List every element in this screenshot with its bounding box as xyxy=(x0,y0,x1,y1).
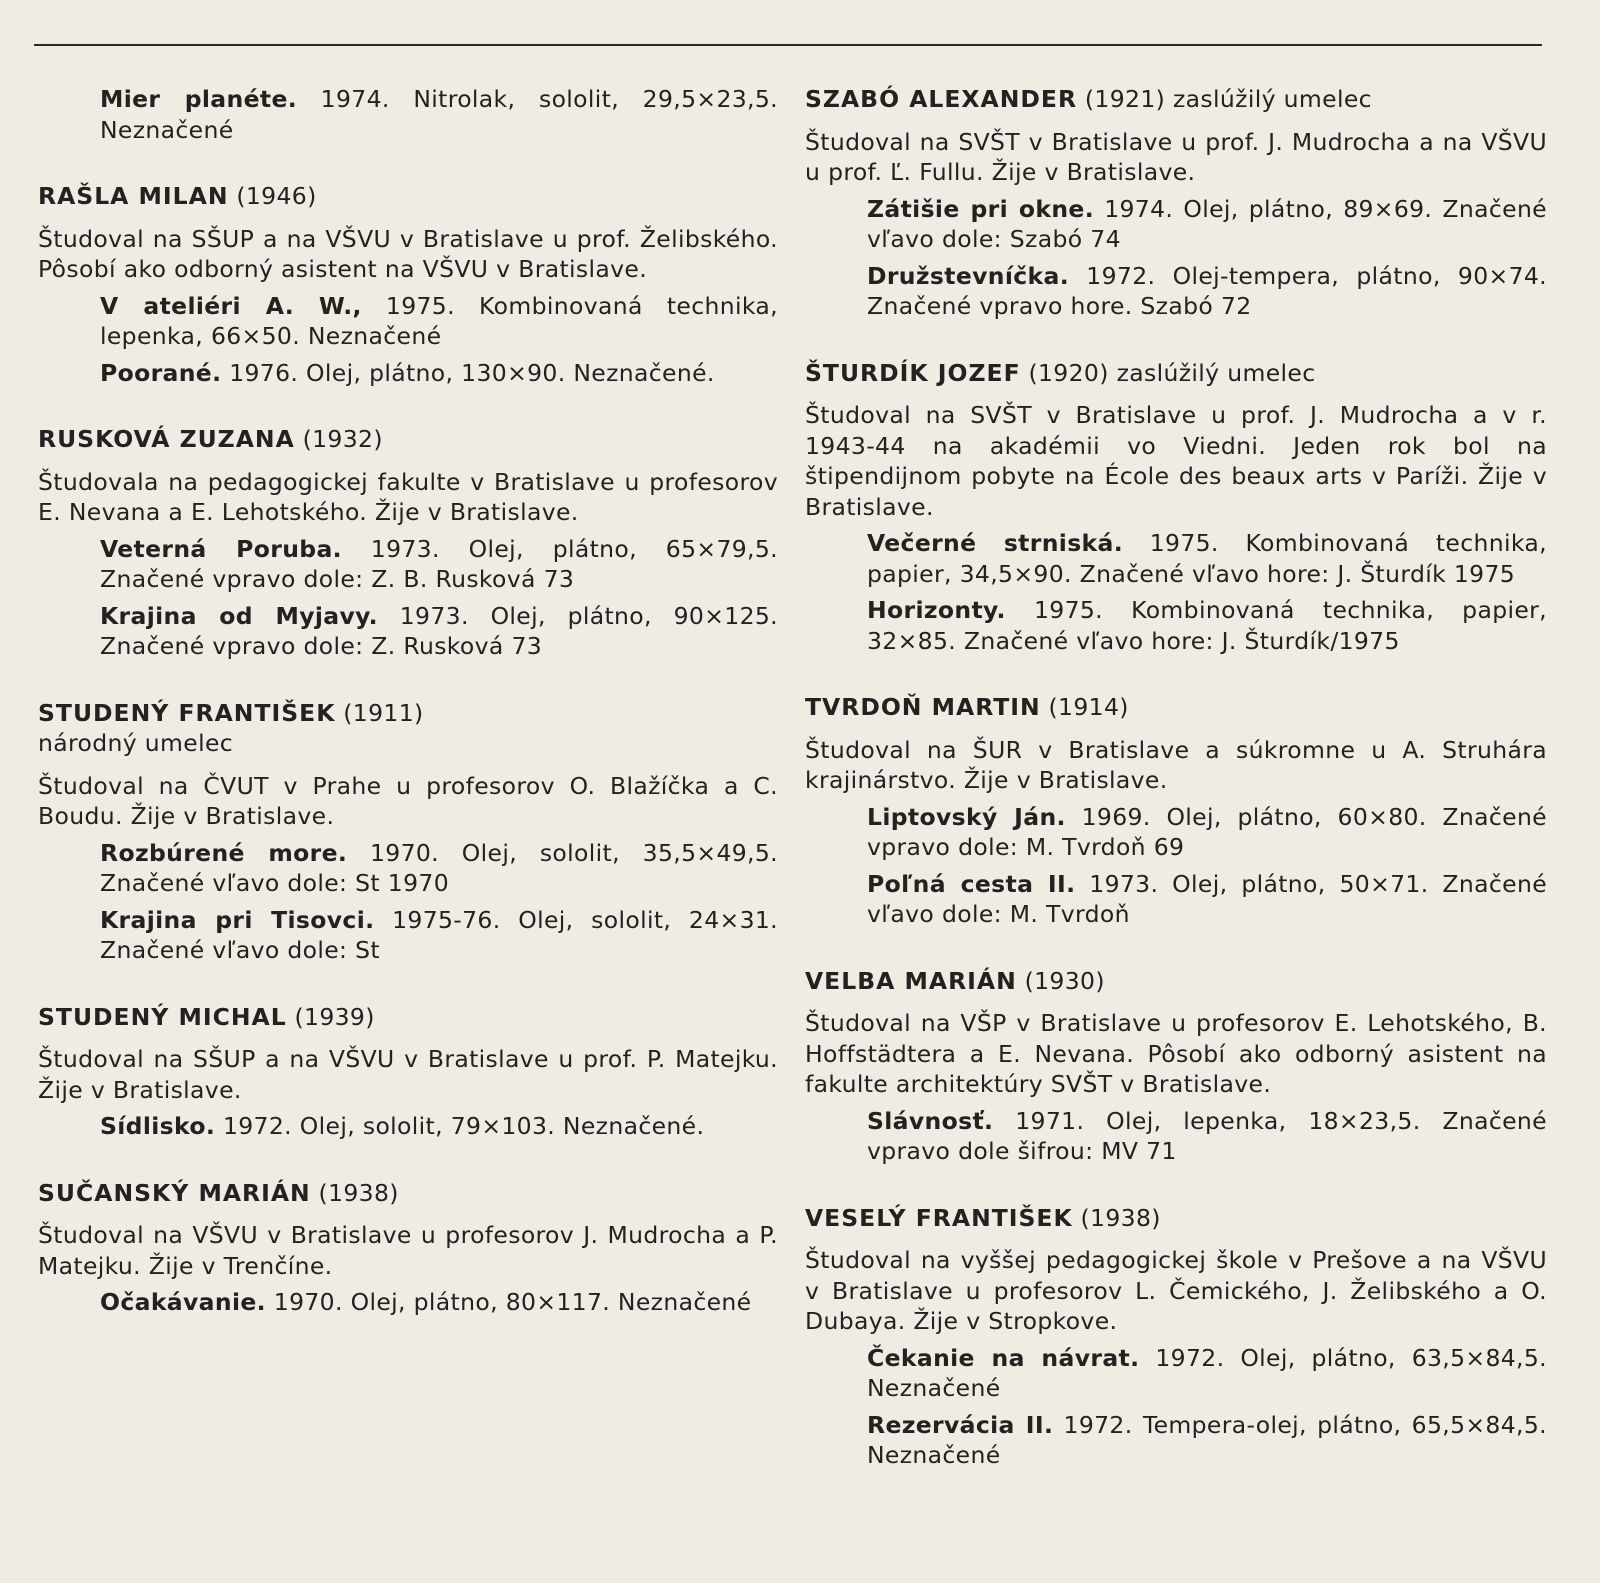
artist-honor: zaslúžilý umelec xyxy=(1116,358,1316,387)
artist-name: VESELÝ FRANTIŠEK xyxy=(805,1203,1073,1232)
artist-years: (1938) xyxy=(1080,1203,1161,1232)
artwork-details: 1973. Olej, plátno, 90×125. Značené vpravo dole: Z. Rusková 73 xyxy=(100,601,778,660)
artist-heading xyxy=(38,424,778,455)
artwork-details: 1975. Kombinovaná technika, papier, 34,5×90. Značené vľavo hore: J. Šturdík 1975 xyxy=(867,529,1547,588)
artist-bio: Študoval na ČVUT v Prahe u profesorov O. Blažíčka a C. Boudu. Žije v Bratislave. xyxy=(38,771,778,830)
artist-entry-sturdik xyxy=(805,358,1547,657)
artwork-details: 1974. Olej, plátno, 89×69. Značené vľavo dole: Szabó 74 xyxy=(867,194,1547,253)
artist-entry-velba xyxy=(805,966,1547,1167)
artist-bio: Študoval na ŠUR v Bratislave a súkromne u A. Struhára krajinárstvo. Žije v Bratislave. xyxy=(805,735,1547,794)
artist-years: (1911) xyxy=(343,698,424,727)
artist-name: SZABÓ ALEXANDER xyxy=(805,85,1078,113)
artwork-details: 1972. Olej, sololit, 79×103. Neznačené. xyxy=(222,1112,705,1140)
artwork-title: Horizonty. xyxy=(867,596,1006,624)
artist-heading xyxy=(805,1203,1547,1234)
artist-entry-sucansky xyxy=(38,1178,778,1318)
artwork-details: 1975. Kombinovaná technika, papier, 32×85. Značené vľavo hore: J. Šturdík/1975 xyxy=(867,596,1547,655)
artwork-item xyxy=(805,802,1547,863)
artwork-item xyxy=(805,1106,1547,1167)
artist-honor: národný umelec xyxy=(38,729,234,757)
artist-entry-ruskova xyxy=(38,424,778,662)
artwork-title: Poľná cesta II. xyxy=(867,869,1076,898)
right-column xyxy=(805,84,1547,1507)
intro-work-entry xyxy=(38,84,778,145)
artwork-details: 1972. Tempera-olej, plátno, 65,5×84,5. Neznačené xyxy=(867,1410,1547,1469)
artist-entry-tvrdon xyxy=(805,692,1547,930)
artwork-details: 1973. Olej, plátno, 50×71. Značené vľavo dole: M. Tvrdoň xyxy=(867,869,1548,928)
artist-name: RUSKOVÁ ZUZANA xyxy=(38,425,295,453)
artist-years: (1938) xyxy=(318,1178,399,1207)
artwork-item xyxy=(38,838,778,899)
artist-heading xyxy=(805,84,1547,115)
artwork-details: 1973. Olej, plátno, 65×79,5. Značené vpravo dole: Z. B. Rusková 73 xyxy=(100,534,778,593)
artist-bio: Študoval na SŠUP a na VŠVU v Bratislave u prof. Želibského. Pôsobí ako odborný asistent na VŠVU v Bratislave. xyxy=(38,224,778,283)
artwork-title: Rezervácia II. xyxy=(867,1410,1054,1439)
artwork-details: 1975. Kombinovaná technika, lepenka, 66×50. Neznačené xyxy=(100,291,778,350)
artist-years: (1939) xyxy=(294,1002,375,1031)
artwork-details: 1975-76. Olej, sololit, 24×31. Značené vľavo dole: St xyxy=(100,905,778,964)
artist-bio: Študoval na SVŠT v Bratislave u prof. J. Mudrocha a v r. 1943-44 na akadémii vo Viedni. Jeden rok bol na štipendijnom pobyte na École des beaux arts v Paríži. Žije v Bratislave. xyxy=(805,401,1547,521)
artist-heading xyxy=(38,1002,778,1033)
artist-name: SUČANSKÝ MARIÁN xyxy=(38,1178,311,1207)
artwork-title: Poorané. xyxy=(100,358,222,387)
artwork-item xyxy=(38,1111,778,1142)
artist-entry-szabo xyxy=(805,84,1547,322)
artwork-title: V ateliéri A. W., xyxy=(100,291,362,320)
artwork-item xyxy=(38,358,778,389)
artist-heading xyxy=(38,181,778,212)
artwork-item xyxy=(805,1410,1547,1471)
artist-heading xyxy=(38,698,778,729)
artist-bio: Študoval na SVŠT v Bratislave u prof. J. Mudrocha a na VŠVU u prof. Ľ. Fullu. Žije v Bratislave. xyxy=(805,127,1547,186)
artwork-details: 1972. Olej, plátno, 63,5×84,5. Neznačené xyxy=(867,1343,1547,1402)
artist-heading xyxy=(38,1178,778,1209)
artwork-details: 1969. Olej, plátno, 60×80. Značené vpravo dole: M. Tvrdoň 69 xyxy=(867,802,1547,861)
artwork-details: 1976. Olej, plátno, 130×90. Neznačené. xyxy=(229,358,715,387)
left-column xyxy=(38,84,778,1354)
artist-entry-rasla xyxy=(38,181,778,388)
artist-bio: Študoval na VŠP v Bratislave u profesorov E. Lehotského, B. Hoffstädtera a E. Nevana. Pôsobí ako odborný asistent na fakulte architektúry SVŠT v Bratislave. xyxy=(805,1009,1547,1098)
artist-name: TVRDOŇ MARTIN xyxy=(805,693,1041,721)
artwork-title: Očakávanie. xyxy=(100,1288,266,1316)
artist-years: (1946) xyxy=(236,182,317,210)
artwork-title: Krajina pri Tisovci. xyxy=(100,905,375,934)
artist-years: (1921) xyxy=(1084,85,1166,113)
artist-years: (1914) xyxy=(1048,693,1129,721)
artist-bio: Študoval na VŠVU v Bratislave u profesorov J. Mudrocha a P. Matejku. Žije v Trenčíne. xyxy=(38,1221,778,1280)
artwork-item xyxy=(805,595,1547,656)
artwork-title: Krajina od Myjavy. xyxy=(100,601,378,630)
artwork-details: 1970. Olej, sololit, 35,5×49,5. Značené vľavo dole: St 1970 xyxy=(100,838,778,897)
artwork-title: Veterná Poruba. xyxy=(100,534,342,563)
artwork-title: Družstevníčka. xyxy=(867,261,1070,290)
artist-name: STUDENÝ FRANTIŠEK xyxy=(38,698,336,727)
artist-name: ŠTURDÍK JOZEF xyxy=(805,358,1021,387)
artwork-item xyxy=(38,905,778,966)
artwork-item xyxy=(805,261,1547,322)
top-rule xyxy=(34,44,1542,46)
artist-heading xyxy=(805,358,1547,389)
artist-bio: Študoval na vyššej pedagogickej škole v Prešove a na VŠVU v Bratislave u profesorov L. Čemického, J. Želibského a O. Dubaya. Žije v Stropkove. xyxy=(805,1246,1547,1335)
artwork-title: Večerné strniská. xyxy=(867,529,1123,557)
artist-years: (1932) xyxy=(302,425,383,453)
artist-bio: Študovala na pedagogickej fakulte v Bratislave u profesorov E. Nevana a E. Lehotského. Žije v Bratislave. xyxy=(38,467,778,526)
artwork-title: Mier planéte. xyxy=(100,85,298,113)
artist-heading xyxy=(805,966,1547,997)
artwork-item xyxy=(38,1287,778,1318)
artwork-item xyxy=(38,534,778,595)
artwork-title: Čekanie na návrat. xyxy=(867,1343,1140,1372)
artist-bio: Študoval na SŠUP a na VŠVU v Bratislave u prof. P. Matejku. Žije v Bratislave. xyxy=(38,1045,778,1104)
artwork-item xyxy=(805,194,1547,255)
artwork-title: Rozbúrené more. xyxy=(100,838,348,867)
artist-honor: zaslúžilý umelec xyxy=(1172,85,1372,113)
artwork-title: Liptovský Ján. xyxy=(867,802,1066,831)
artwork-item xyxy=(805,528,1547,589)
artist-name: STUDENÝ MICHAL xyxy=(38,1002,287,1031)
artist-entry-studeny-frantisek xyxy=(38,698,778,966)
artist-name: VELBA MARIÁN xyxy=(805,966,1017,995)
artwork-title: Sídlisko. xyxy=(100,1112,216,1140)
artwork-item xyxy=(38,84,778,145)
artist-years: (1920) xyxy=(1028,358,1109,387)
artwork-item xyxy=(38,601,778,662)
artist-years: (1930) xyxy=(1024,966,1105,995)
artwork-item xyxy=(805,869,1547,930)
artist-entry-studeny-michal xyxy=(38,1002,778,1142)
artwork-title: Slávnosť. xyxy=(867,1106,994,1135)
artwork-details: 1974. Nitrolak, sololit, 29,5×23,5. Neznačené xyxy=(100,85,778,144)
artwork-title: Zátišie pri okne. xyxy=(867,194,1095,223)
artwork-item xyxy=(805,1343,1547,1404)
artist-name: RAŠLA MILAN xyxy=(38,182,229,210)
artwork-details: 1970. Olej, plátno, 80×117. Neznačené xyxy=(273,1288,752,1316)
artwork-details: 1971. Olej, lepenka, 18×23,5. Značené vpravo dole šifrou: MV 71 xyxy=(867,1106,1547,1165)
artwork-item xyxy=(38,291,778,352)
artwork-details: 1972. Olej-tempera, plátno, 90×74. Značené vpravo hore. Szabó 72 xyxy=(867,261,1547,320)
artist-heading xyxy=(805,692,1547,723)
artist-entry-vesely xyxy=(805,1203,1547,1471)
